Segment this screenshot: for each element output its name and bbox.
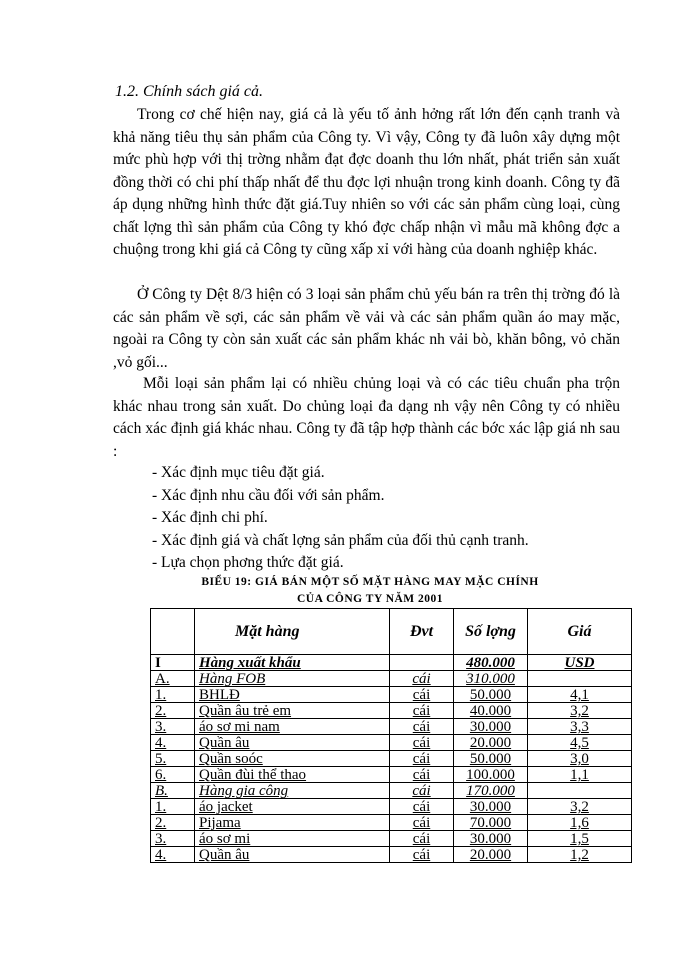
cell-price — [528, 671, 632, 687]
cell-no: 3. — [151, 719, 195, 735]
paragraph-product-lines: Ở Công ty Dệt 8/3 hiện có 3 loại sản phẩm chủ yếu bán ra trên thị trờng đó là các sản phẩm về sợi, các sản phẩm về vải và các sản phẩm quần áo may mặc, ngoài ra Công ty còn sản xuất các sản phẩm khác nh vải bò, khăn bông, vỏ chăn ,vỏ gối... — [113, 286, 620, 371]
cell-price: 1,2 — [528, 847, 632, 863]
cell-no: 2. — [151, 815, 195, 831]
cell-unit: cái — [390, 703, 454, 719]
cell-item: Hàng FOB — [195, 671, 390, 687]
list-item: - Lựa chọn phơng thức đặt giá. — [152, 554, 344, 571]
section-heading: 1.2. Chính sách giá cả. — [115, 83, 263, 100]
table-row — [151, 783, 632, 799]
table-row — [151, 767, 632, 783]
table-row — [151, 847, 632, 863]
cell-no: 2. — [151, 703, 195, 719]
cell-no: 5. — [151, 751, 195, 767]
cell-item: Hàng xuất khẩu — [195, 655, 390, 671]
cell-price: 3,2 — [528, 703, 632, 719]
cell-qty: 170.000 — [454, 783, 528, 799]
paragraph-pricing-overview: Trong cơ chế hiện nay, giá cả là yếu tố ảnh hởng rất lớn đến cạnh tranh và khả năng tiêu thụ sản phẩm của Công ty. Vì vậy, Công ty đã luôn xây dựng một mức phù hợp với thị trờng nhằm đạt đợc doanh thu lớn nhất, phát triển sản xuất đồng thời có chi phí thấp nhất để thu đợc lợi nhuận trong kinh doanh. Công ty đã áp dụng những hình thức đặt giá.Tuy nhiên so với các sản phẩm cùng loại, cùng chất lợng thì sản phẩm của Công ty khó đợc chấp nhận vì mẫu mã không đợc a chuộng trong khi giá cả Công ty cũng xấp xỉ với hàng của doanh nghiệp khác. — [113, 106, 620, 258]
cell-price: 4,1 — [528, 687, 632, 703]
cell-price — [528, 783, 632, 799]
cell-price: 1,5 — [528, 831, 632, 847]
list-item: - Xác định mục tiêu đặt giá. — [152, 464, 325, 481]
cell-no: B. — [151, 783, 195, 799]
table-row — [151, 719, 632, 735]
cell-price: 3,3 — [528, 719, 632, 735]
cell-no: 1. — [151, 687, 195, 703]
cell-qty: 30.000 — [454, 719, 528, 735]
cell-price: 4,5 — [528, 735, 632, 751]
table-row — [151, 735, 632, 751]
cell-item: BHLĐ — [195, 687, 390, 703]
cell-unit: cái — [390, 815, 454, 831]
table-row — [151, 799, 632, 815]
cell-no: I — [151, 655, 195, 671]
table-row — [151, 815, 632, 831]
cell-price: 3,2 — [528, 799, 632, 815]
cell-item: Quần âu — [195, 735, 390, 751]
cell-qty: 50.000 — [454, 687, 528, 703]
pricing-steps-list — [152, 462, 529, 575]
cell-qty: 40.000 — [454, 703, 528, 719]
cell-item: Quần âu — [195, 847, 390, 863]
table-row — [151, 751, 632, 767]
cell-item: áo sơ mi — [195, 831, 390, 847]
cell-no: 6. — [151, 767, 195, 783]
cell-unit: cái — [390, 847, 454, 863]
table-row — [151, 831, 632, 847]
cell-qty: 30.000 — [454, 831, 528, 847]
table-caption: BIỂU 19: GIÁ BÁN MỘT SỐ MẶT HÀNG MAY MẶC CHÍNH — [201, 576, 539, 588]
cell-unit: cái — [390, 767, 454, 783]
cell-qty: 70.000 — [454, 815, 528, 831]
price-table — [150, 608, 632, 863]
cell-item: Pijama — [195, 815, 390, 831]
cell-qty: 20.000 — [454, 847, 528, 863]
cell-item: Quần soóc — [195, 751, 390, 767]
cell-qty: 30.000 — [454, 799, 528, 815]
list-item: - Xác định nhu cầu đối với sản phẩm. — [152, 486, 385, 504]
cell-unit — [390, 655, 454, 671]
header-cell-item: Mặt hàng — [195, 609, 390, 655]
list-item: - Xác định chi phí. — [152, 509, 268, 526]
cell-unit: cái — [390, 799, 454, 815]
cell-no: 4. — [151, 847, 195, 863]
cell-unit: cái — [390, 735, 454, 751]
cell-item: áo sơ mi nam — [195, 719, 390, 735]
cell-qty: 50.000 — [454, 751, 528, 767]
list-item: - Xác định giá và chất lợng sản phẩm của đối thủ cạnh tranh. — [152, 531, 529, 549]
cell-item: Quần đùi thể thao — [195, 767, 390, 783]
table-row — [151, 671, 632, 687]
cell-qty: 20.000 — [454, 735, 528, 751]
header-cell-price: Giá — [528, 609, 632, 655]
cell-qty: 480.000 — [454, 655, 528, 671]
cell-price: 1,6 — [528, 815, 632, 831]
cell-unit: cái — [390, 831, 454, 847]
cell-unit: cái — [390, 783, 454, 799]
cell-unit: cái — [390, 671, 454, 687]
paragraph-pricing-steps-intro: Mỗi loại sản phẩm lại có nhiều chủng loại và có các tiêu chuẩn pha trộn khác nhau trong sản xuất. Do chủng loại đa dạng nh vậy nên Công ty có nhiều cách xác định giá khác nhau. Công ty đã tập hợp thành các bớc xác lập giá nh sau : — [113, 375, 620, 460]
cell-qty: 310.000 — [454, 671, 528, 687]
table-row — [151, 655, 632, 671]
table-caption-subtitle: CỦA CÔNG TY NĂM 2001 — [296, 593, 444, 605]
table-row — [151, 687, 632, 703]
cell-item: Hàng gia công — [195, 783, 390, 799]
cell-item: áo jacket — [195, 799, 390, 815]
table-row — [151, 703, 632, 719]
cell-unit: cái — [390, 719, 454, 735]
cell-no: 1. — [151, 799, 195, 815]
header-cell-no — [151, 609, 195, 655]
cell-no: A. — [151, 671, 195, 687]
cell-no: 3. — [151, 831, 195, 847]
cell-price: 3,0 — [528, 751, 632, 767]
cell-no: 4. — [151, 735, 195, 751]
cell-unit: cái — [390, 751, 454, 767]
header-cell-unit: Đvt — [390, 609, 454, 655]
table-header-row — [151, 609, 632, 655]
cell-qty: 100.000 — [454, 767, 528, 783]
header-cell-qty: Số lợng — [454, 609, 528, 655]
cell-item: Quần âu trẻ em — [195, 703, 390, 719]
cell-unit: cái — [390, 687, 454, 703]
cell-price: USD — [528, 655, 632, 671]
cell-price: 1,1 — [528, 767, 632, 783]
